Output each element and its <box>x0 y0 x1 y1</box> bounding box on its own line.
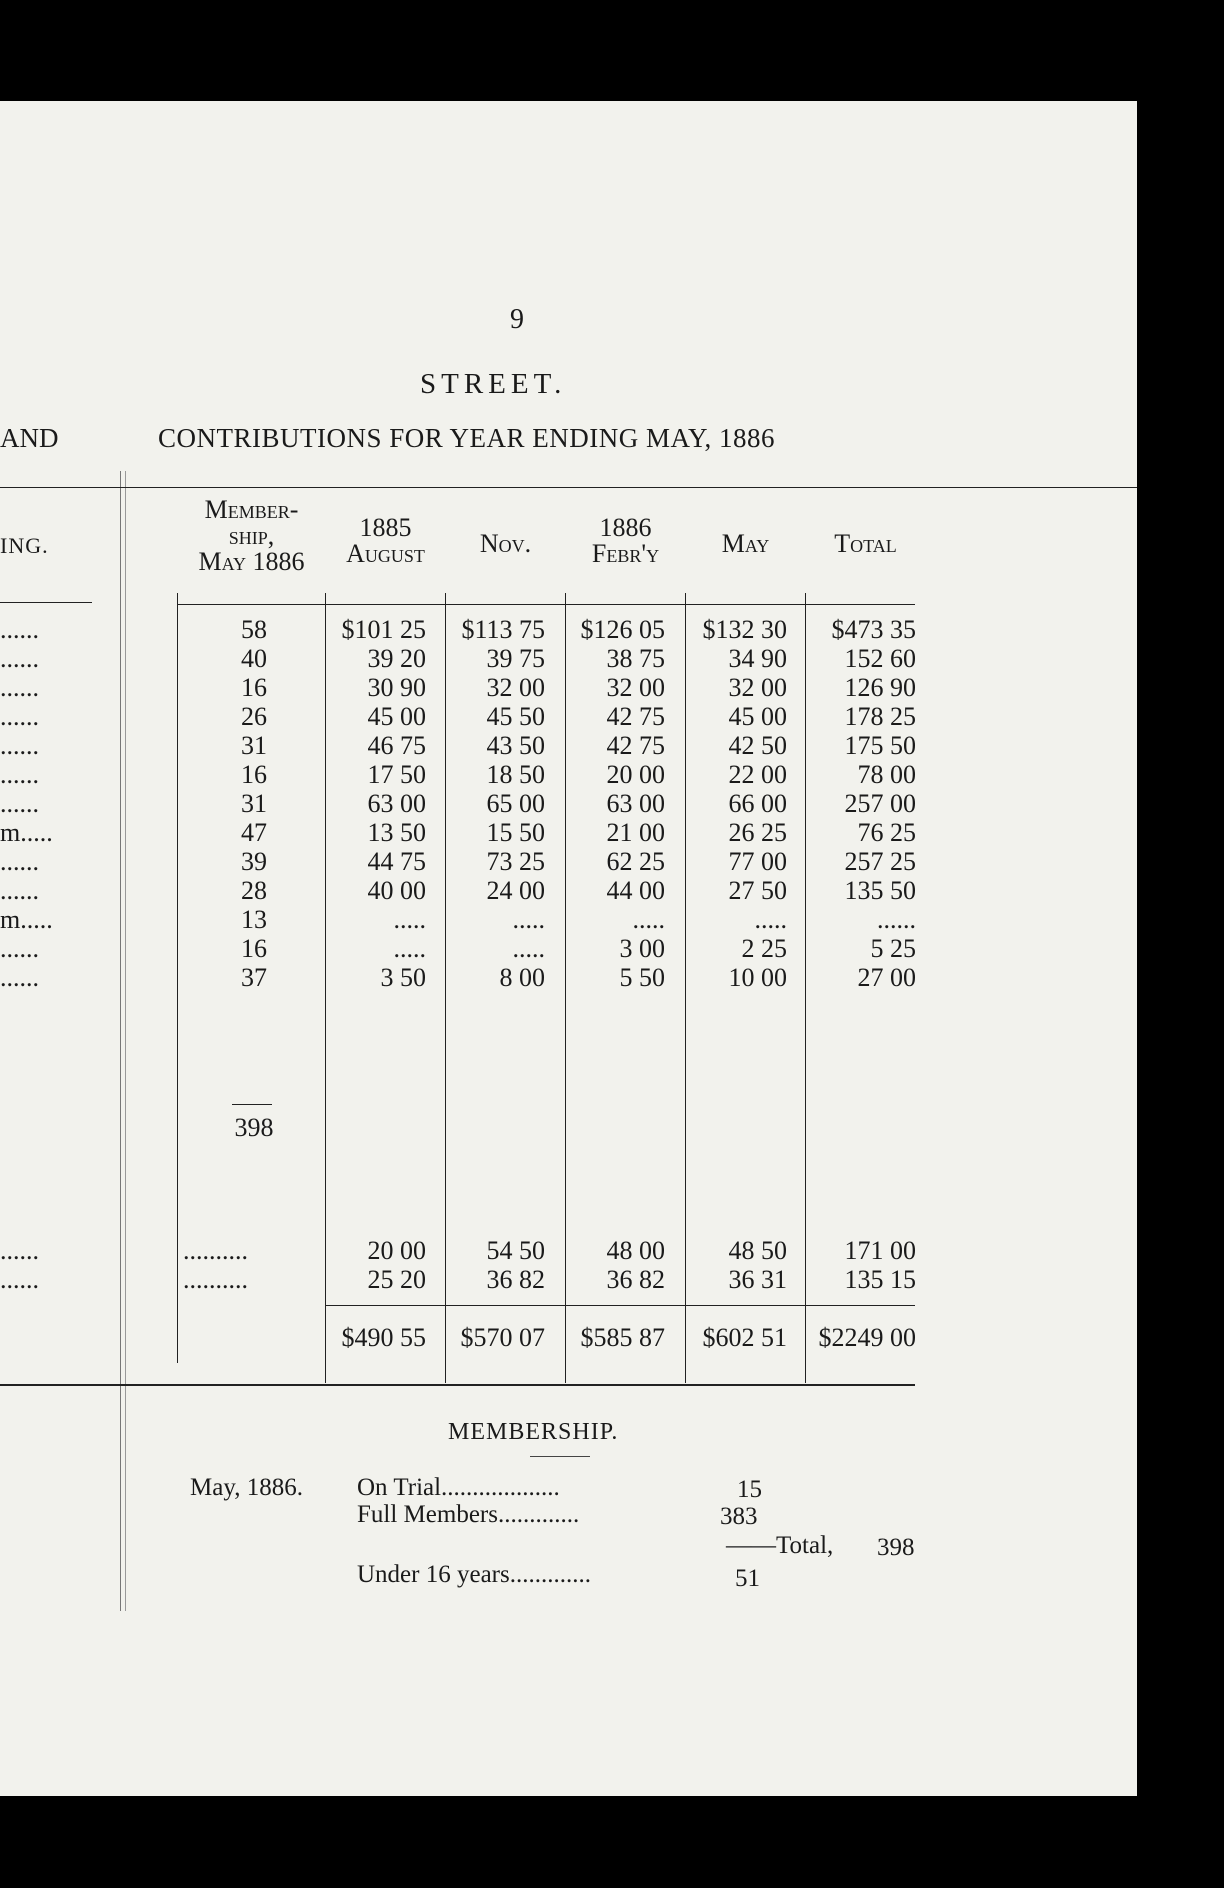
table-row: ...... 16 30 90 32 00 32 00 32 00 126 90 <box>0 673 916 702</box>
header-august: 1885 August <box>346 513 425 568</box>
totals-row: $490 55 $570 07 $585 87 $602 51 $2249 00 <box>341 1323 916 1352</box>
membership-date: May, 1886. <box>190 1474 303 1501</box>
top-rule <box>0 487 1137 488</box>
membership-title-rule <box>530 1456 590 1457</box>
page-heading: STREET. <box>420 368 567 400</box>
membership-total-row <box>0 1113 1137 1142</box>
table-row: ...... 16 17 50 18 50 20 00 22 00 78 00 <box>0 760 916 789</box>
on-trial-label: On Trial................... <box>357 1474 560 1501</box>
membership-total: 398 <box>234 1113 274 1142</box>
on-trial-value: 15 <box>737 1476 762 1503</box>
left-page-fragment: AND <box>0 423 59 453</box>
totals-rule <box>325 1305 915 1306</box>
table-row: ...... 37 3 50 8 00 5 50 10 00 27 00 <box>0 963 916 992</box>
table-row: ...... .......... 25 20 36 82 36 82 36 31 135 15 <box>0 1265 916 1294</box>
table-row: ...... 31 63 00 65 00 63 00 66 00 257 00 <box>0 789 916 818</box>
under-16-value: 51 <box>735 1565 760 1592</box>
table-row: ...... 58 $101 25 $113 75 $126 05 $132 30 $473 35 <box>0 615 916 644</box>
header-total: Total <box>834 529 897 558</box>
table-row: ...... 31 46 75 43 50 42 75 42 50 175 50 <box>0 731 916 760</box>
table-row: ...... 16 ..... ..... 3 00 2 25 5 25 <box>0 934 916 963</box>
table-row: ...... 26 45 00 45 50 42 75 45 00 178 25 <box>0 702 916 731</box>
page-paper <box>0 101 1137 1796</box>
table-row: m..... 47 13 50 15 50 21 00 26 25 76 25 <box>0 818 916 847</box>
full-members-label: Full Members............. <box>357 1501 580 1528</box>
membership-total-label: ——Total, <box>726 1532 834 1559</box>
header-may: May <box>721 529 770 558</box>
full-members-value: 383 <box>720 1503 758 1530</box>
table-row: m..... 13 ..... ..... ..... ..... ...... <box>0 905 916 934</box>
header-membership: Member- ship, May 1886 <box>198 495 305 576</box>
bottom-rule <box>0 1384 915 1386</box>
membership-total-value: 398 <box>877 1534 915 1561</box>
membership-title: MEMBERSHIP. <box>448 1419 619 1445</box>
table-row: ...... 39 44 75 73 25 62 25 77 00 257 25 <box>0 847 916 876</box>
left-header-rule <box>0 602 92 603</box>
page-number: 9 <box>510 304 524 335</box>
table-row: ...... .......... 20 00 54 50 48 00 48 50 171 00 <box>0 1236 916 1265</box>
under-16-label: Under 16 years............. <box>357 1561 591 1588</box>
header-nov: Nov. <box>479 529 532 558</box>
header-febr: 1886 Febr'y <box>591 513 660 568</box>
table-row: ...... 40 39 20 39 75 38 75 34 90 152 60 <box>0 644 916 673</box>
membership-sum-rule <box>232 1104 272 1105</box>
table-row: ...... 28 40 00 24 00 44 00 27 50 135 50 <box>0 876 916 905</box>
left-header-fragment: ING. <box>0 533 49 558</box>
table-title: CONTRIBUTIONS FOR YEAR ENDING MAY, 1886 <box>158 423 776 453</box>
